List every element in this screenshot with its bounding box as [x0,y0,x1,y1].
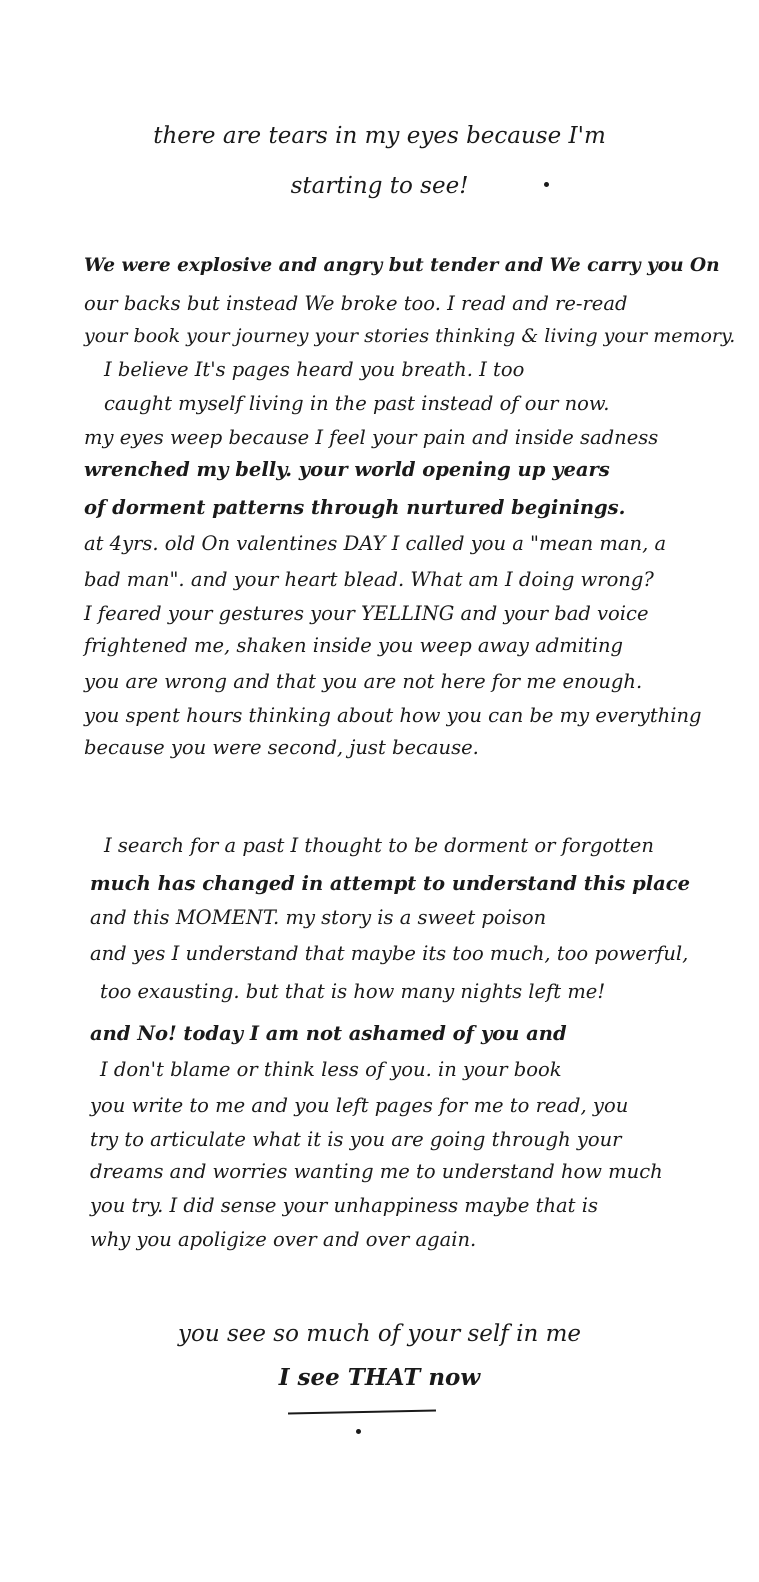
paragraph-1-line: bad man". and your heart blead. What am I doing wrong? [84,568,654,591]
paragraph-2-line: much has changed in attempt to understand this place [90,872,691,895]
underline-rule [288,1409,436,1414]
paragraph-1-line: We were explosive and angry but tender and We carry you On [84,255,720,276]
paragraph-1-line: I feared your gestures your YELLING and your bad voice [84,602,649,625]
ink-dot [544,182,549,187]
paragraph-2-line: you try. I did sense your unhappiness maybe that is [90,1194,598,1217]
ink-dot [356,1429,361,1434]
paragraph-1-line: frightened me, shaken inside you weep away admiting [84,634,624,657]
paragraph-2-line: I don't blame or think less of you. in your book [100,1058,562,1081]
paragraph-2-line: you write to me and you left pages for me to read, you [90,1094,629,1117]
paragraph-2-line: and this MOMENT. my story is a sweet poison [90,906,547,929]
heading-line-2: starting to see! [290,173,469,199]
paragraph-2-line: try to articulate what it is you are going through your [90,1128,622,1151]
paragraph-2-line: why you apoligize over and over again. [90,1228,477,1251]
paragraph-2-line: and No! today I am not ashamed of you and [90,1022,567,1045]
paragraph-1-line: you are wrong and that you are not here for me enough. [84,670,643,693]
paragraph-2-line: and yes I understand that maybe its too much, too powerful, [90,942,689,965]
paragraph-1-line: you spent hours thinking about how you can be my everything [84,704,702,727]
paragraph-1-line: I believe It's pages heard you breath. I too [104,358,525,381]
paragraph-1-line: caught myself living in the past instead of our now. [104,392,610,415]
paragraph-1-line: because you were second, just because. [84,736,479,759]
closing-line-1: you see so much of your self in me [177,1321,582,1347]
paragraph-1-line: wrenched my belly. your world opening up years [84,458,610,481]
paragraph-1-line: your book your journey your stories thinking & living your memory. [84,325,736,347]
paragraph-1-line: of dorment patterns through nurtured beginings. [84,496,626,519]
paragraph-2-line: too exausting. but that is how many nights left me! [100,980,606,1003]
paragraph-1-line: our backs but instead We broke too. I read and re-read [84,292,628,315]
paragraph-1-line: at 4yrs. old On valentines DAY I called you a "mean man, a [84,532,667,555]
heading-line-1: there are tears in my eyes because I'm [153,123,606,149]
closing-line-2: I see THAT now [278,1364,481,1391]
paragraph-2-line: dreams and worries wanting me to understand how much [90,1160,663,1183]
paragraph-2-line: I search for a past I thought to be dorment or forgotten [104,834,654,857]
paragraph-1-line: my eyes weep because I feel your pain and inside sadness [84,426,659,449]
